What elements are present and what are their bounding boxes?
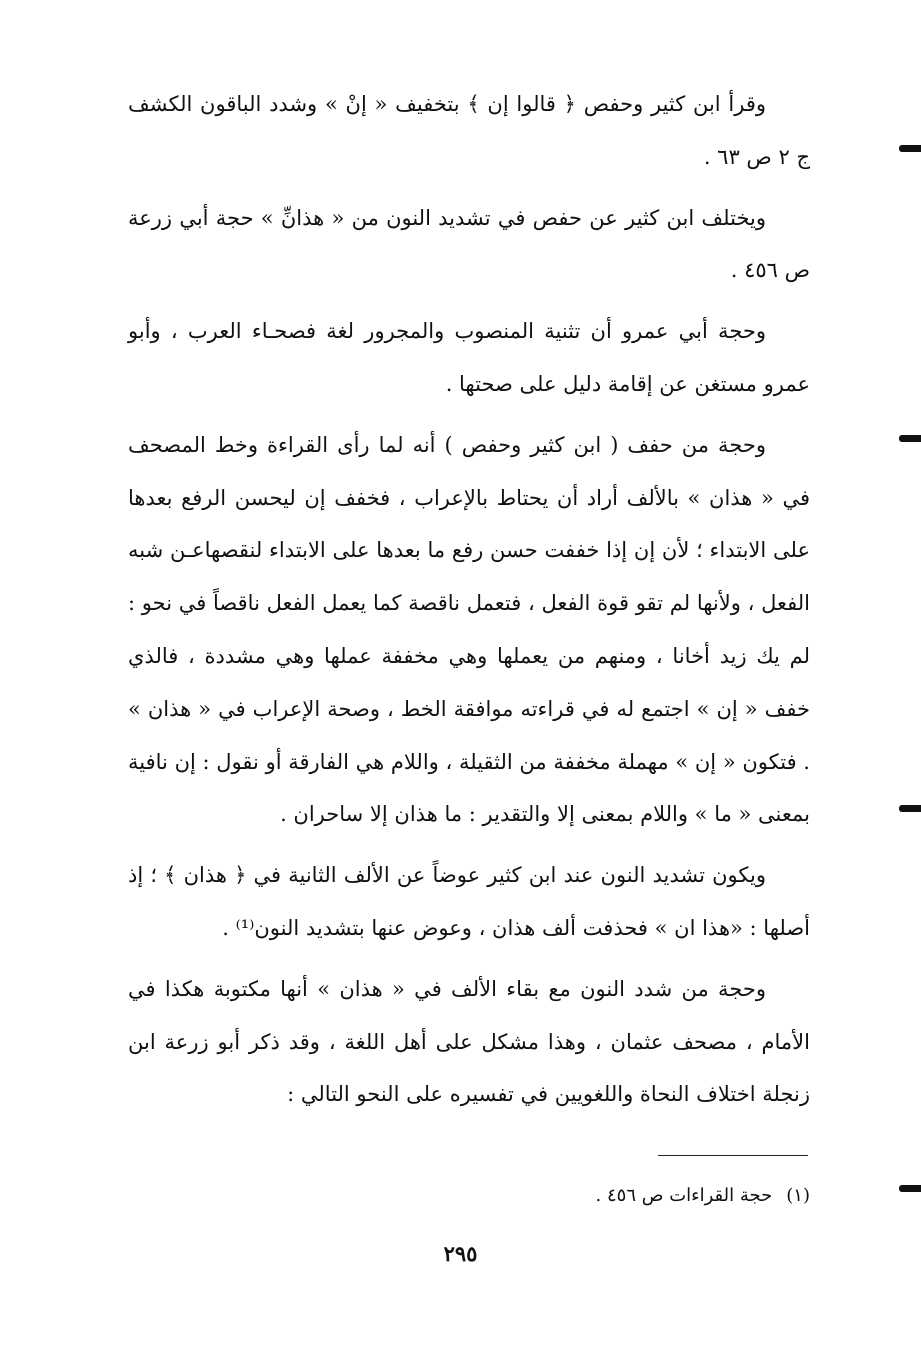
footnote-text: حجة القراءات ص ٤٥٦ . (595, 1185, 773, 1206)
footnote-number: (١) (786, 1185, 810, 1206)
paragraph-3: وحجة أبي عمرو أن تثنية المنصوب والمجرور لغة فصحـاء العرب ، وأبو عمرو مستغن عن إقامة دليل على صحتها . (128, 319, 810, 396)
page-number: ٢٩٥ (443, 1241, 478, 1266)
paragraph-2: ويختلف ابن كثير عن حفص في تشديد النون من « هذانِّ » حجة أبي زرعة ص ٤٥٦ . (128, 205, 810, 283)
scan-edge-mark (899, 1185, 921, 1192)
paragraph-5: ويكون تشديد النون عند ابن كثير عوضاً عن الألف الثانية في ﴿ هذان ﴾ ؛ إذ أصلها : «هذا ان » فحذفت ألف هذان ، وعوض عنها بتشديد النون⁽¹⁾ . (128, 863, 810, 940)
main-text (128, 78, 810, 1129)
paragraph-4: وحجة من حفف ( ابن كثير وحفص ) أنه لما رأى القراءة وخط المصحف في « هذان » بالألف أراد أن يحتاط بالإعراب ، فخفف إن ليحسن الرفع بعدها على الابتداء ؛ لأن إن إذا خففت حسن رفع ما بعدها على الابتداء لنقصهاعـن شبه الفعل ، ولأنها لم تقو قوة الفعل ، فتعمل ناقصة كما يعمل الفعل ناقصاً في نحو : لم يك زيد أخانا ، ومنهم من يعملها وهي مخففة عملها وهي مشددة ، فالذي خفف « إن » اجتمع له في قراءته موافقة الخط ، وصحة الإعراب في « هذان » . فتكون « إن » مهملة مخففة من الثقيلة ، واللام هي الفارقة أو نقول : إن نافية بمعنى « ما » واللام بمعنى إلا والتقدير : ما هذان إلا ساحران . (128, 432, 810, 827)
footnote (128, 1182, 810, 1210)
scan-edge-mark (899, 145, 921, 152)
footnote-divider (658, 1155, 808, 1156)
scan-edge-mark (899, 435, 921, 442)
paragraph-1: وقرأ ابن كثير وحفص ﴿ قالوا إن ﴾ بتخفيف « إنْ » وشدد الباقون الكشف ج ٢ ص ٦٣ . (128, 92, 810, 169)
paragraph-6: وحجة من شدد النون مع بقاء الألف في « هذان » أنها مكتوبة هكذا في الأمام ، مصحف عثمان ، وهذا مشكل على أهل اللغة ، وقد ذكر أبو زرعة ابن زنجلة اختلاف النحاة واللغويين في تفسيره على النحو التالي : (128, 976, 810, 1107)
scan-edge-mark (899, 805, 921, 812)
